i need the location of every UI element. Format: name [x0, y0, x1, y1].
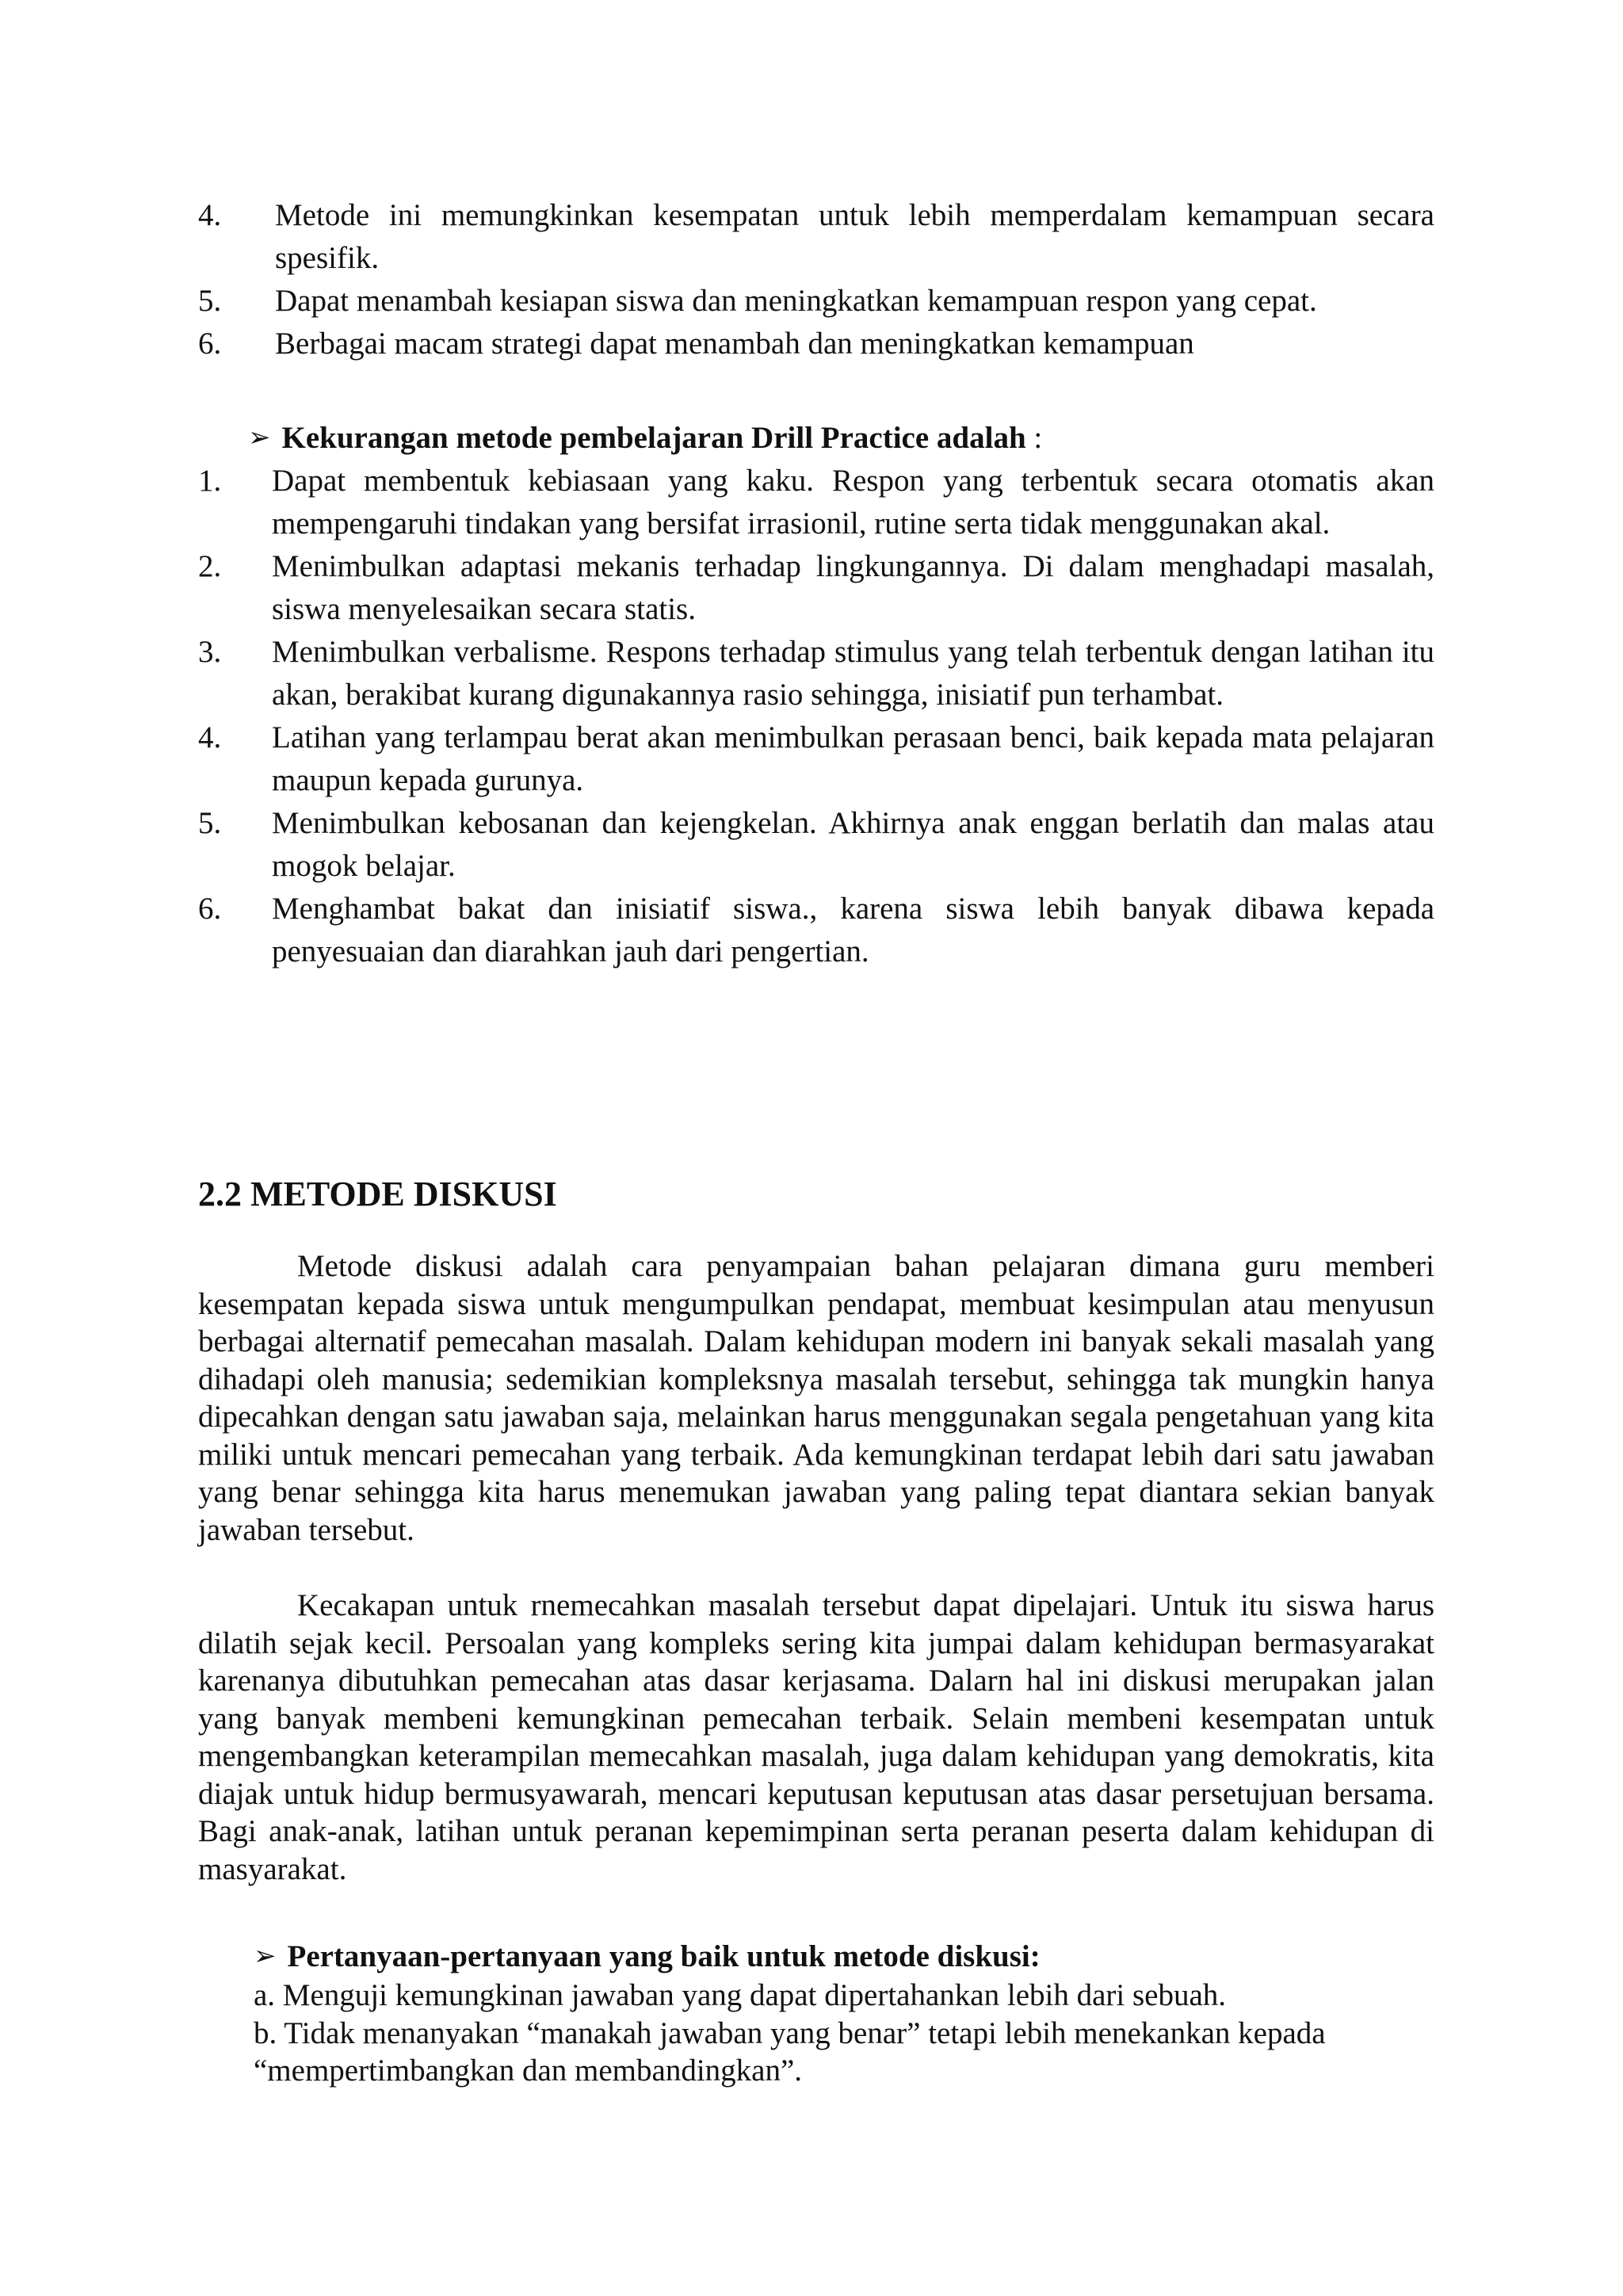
- list-item-text: Menimbulkan adaptasi mekanis terhadap lingkungannya. Di dalam menghadapi masalah, siswa menyelesaikan secara statis.: [272, 549, 1434, 626]
- arrow-bullet-icon: ➢: [254, 1940, 277, 1972]
- list-item: a. Menguji kemungkinan jawaban yang dapat dipertahankan lebih dari sebuah.: [254, 1978, 1227, 2012]
- list-item: [0, 545, 1623, 631]
- list-number: 4.: [198, 198, 222, 232]
- advantages-list-continued: [0, 194, 1623, 365]
- kekurangan-list: [0, 460, 1623, 973]
- list-number: 6.: [198, 327, 222, 361]
- list-item-text: Menimbulkan verbalisme. Respons terhadap stimulus yang telah terbentuk dengan latihan itu akan, berakibat kurang digunakannya rasio sehingga, inisiatif pun terhambat.: [272, 635, 1434, 712]
- list-item-text: Dapat membentuk kebiasaan yang kaku. Respon yang terbentuk secara otomatis akan mempengaruhi tindakan yang bersifat irrasionil, rutine serta tidak menggunakan akal.: [272, 464, 1434, 541]
- paragraph-2: Kecakapan untuk rnemecahkan masalah tersebut dapat dipelajari. Untuk itu siswa harus dilatih sejak kecil. Persoalan yang kompleks sering kita jumpai dalam kehidupan bermasyarakat karenanya dibutuhkan pemecahan atas dasar kerjasama. Dalarn hal ini diskusi merupakan jalan yang banyak membeni kemungkinan pemecahan terbaik. Selain membeni kesempatan untuk mengembangkan keterampilan memecahkan masalah, juga dalam kehidupan yang demokratis, kita diajak untuk hidup bermusyawarah, mencari keputusan keputusan atas dasar persetujuan bersama. Bagi anak-anak, latihan untuk peranan kepemimpinan serta peranan peserta dalam kehidupan di masyarakat.: [198, 1588, 1434, 1886]
- paragraph-1: Metode diskusi adalah cara penyampaian bahan pelajaran dimana guru memberi kesempatan kepada siswa untuk mengumpulkan pendapat, membuat kesimpulan atau menyusun berbagai alternatif pemecahan masalah. Dalam kehidupan modern ini banyak sekali masalah yang dihadapi oleh manusia; sedemikian kompleksnya masalah tersebut, sehingga tak mungkin hanya dipecahkan dengan satu jawaban saja, melainkan harus menggunakan segala pengetahuan yang kita miliki untuk mencari pemecahan yang terbaik. Ada kemungkinan terdapat lebih dari satu jawaban yang benar sehingga kita harus menemukan jawaban yang paling tepat diantara sekian banyak jawaban tersebut.: [198, 1249, 1434, 1547]
- kekurangan-heading-suffix: :: [1025, 421, 1043, 455]
- list-item-text: Metode ini memungkinkan kesempatan untuk lebih memperdalam kemampuan secara spesifik.: [275, 198, 1434, 275]
- list-number: 5.: [198, 284, 222, 318]
- list-number: 1.: [198, 464, 222, 498]
- list-item: [0, 280, 1623, 323]
- pertanyaan-heading: [254, 1935, 1041, 1979]
- list-item: [0, 716, 1623, 802]
- list-item: [0, 460, 1623, 545]
- list-item-text: Menimbulkan kebosanan dan kejengkelan. Akhirnya anak enggan berlatih dan malas atau mogok belajar.: [272, 806, 1434, 883]
- list-item-text: Dapat menambah kesiapan siswa dan meningkatkan kemampuan respon yang cepat.: [275, 284, 1317, 318]
- list-item: [0, 323, 1623, 365]
- list-item: [0, 631, 1623, 716]
- list-item-text: Berbagai macam strategi dapat menambah dan meningkatkan kemampuan: [275, 327, 1194, 361]
- list-item-text: Menghambat bakat dan inisiatif siswa., karena siswa lebih banyak dibawa kepada penyesuaian dan diarahkan jauh dari pengertian.: [272, 892, 1434, 968]
- list-number: 4.: [198, 720, 222, 755]
- list-number: 5.: [198, 806, 222, 840]
- list-item: [0, 194, 1623, 280]
- list-item: [0, 888, 1623, 973]
- arrow-bullet-icon: ➢: [248, 422, 271, 453]
- kekurangan-heading-text: Kekurangan metode pembelajaran Drill Practice adalah: [281, 421, 1026, 455]
- list-number: 6.: [198, 892, 222, 926]
- list-number: 2.: [198, 549, 222, 583]
- list-item: b. Tidak menanyakan “manakah jawaban yang benar” tetapi lebih menekankan kepada “mempertimbangkan dan membandingkan”.: [254, 2015, 1326, 2088]
- section-title: 2.2 METODE DISKUSI: [198, 1175, 557, 1213]
- list-item-text: Latihan yang terlampau berat akan menimbulkan perasaan benci, baik kepada mata pelajaran maupun kepada gurunya.: [272, 720, 1434, 797]
- pertanyaan-heading-text: Pertanyaan-pertanyaan yang baik untuk metode diskusi:: [287, 1939, 1041, 1973]
- list-number: 3.: [198, 635, 222, 669]
- list-item: [0, 802, 1623, 888]
- pertanyaan-list: [254, 1977, 1434, 2090]
- kekurangan-heading: [248, 417, 1042, 460]
